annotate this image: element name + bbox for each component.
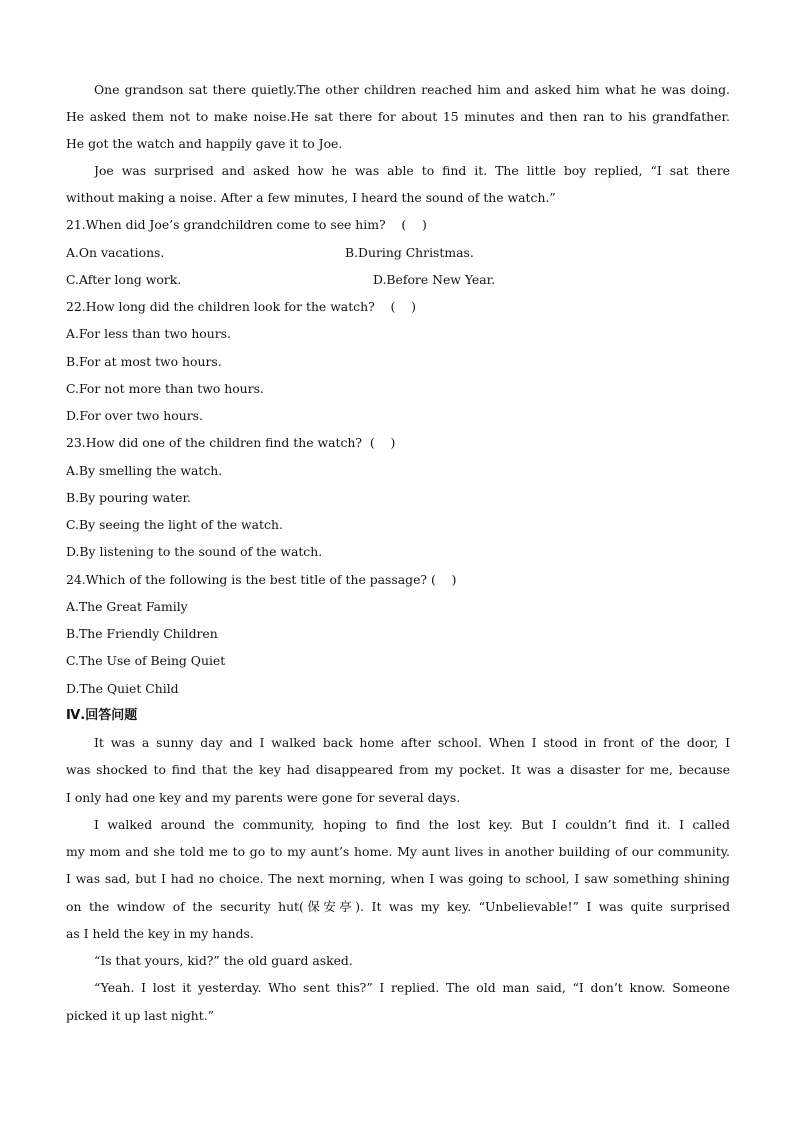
question-21-stem: 21.When did Joe’s grandchildren come to see him? ( )	[66, 217, 427, 232]
passage-line: picked it up last night.”	[66, 1008, 215, 1023]
question-22-option-a: A.For less than two hours.	[66, 326, 231, 341]
question-22-option-b: B.For at most two hours.	[66, 354, 222, 369]
passage-line: One grandson sat there quietly.The other children reached him and asked him what he was doing.	[94, 82, 730, 97]
passage-line: He asked them not to make noise.He sat there for about 15 minutes and then ran to his grandfather.	[66, 109, 730, 124]
question-24-option-a: A.The Great Family	[66, 599, 188, 614]
question-22-stem: 22.How long did the children look for the watch? ( )	[66, 299, 416, 314]
passage-line: as I held the key in my hands.	[66, 926, 254, 941]
question-21-option-c: C.After long work.	[66, 272, 182, 287]
passage-line: “Is that yours, kid?” the old guard asked.	[94, 953, 353, 968]
question-23-option-b: B.By pouring water.	[66, 490, 192, 505]
question-23-option-a: A.By smelling the watch.	[66, 463, 223, 478]
question-24-option-d: D.The Quiet Child	[66, 681, 179, 696]
question-21-option-d: D.Before New Year.	[373, 272, 496, 287]
passage-line: “Yeah. I lost it yesterday. Who sent this?” I replied. The old man said, “I don’t know. Someone	[94, 980, 730, 995]
passage-line: on the window of the security hut(保安亭). It was my key. “Unbelievable!” I was quite surprised	[66, 899, 730, 914]
question-23-option-d: D.By listening to the sound of the watch.	[66, 544, 323, 559]
passage-line: I walked around the community, hoping to find the lost key. But I couldn’t find it. I called	[94, 817, 730, 832]
passage-line: without making a noise. After a few minutes, I heard the sound of the watch.”	[66, 190, 556, 205]
passage-line: was shocked to find that the key had disappeared from my pocket. It was a disaster for me, because	[66, 762, 730, 777]
passage-line: I was sad, but I had no choice. The next morning, when I was going to school, I saw something shining	[66, 871, 730, 886]
passage-line: my mom and she told me to go to my aunt’s home. My aunt lives in another building of our community.	[66, 844, 730, 859]
question-22-option-d: D.For over two hours.	[66, 408, 203, 423]
question-24-stem: 24.Which of the following is the best title of the passage? ( )	[66, 572, 457, 587]
passage-line: He got the watch and happily gave it to Joe.	[66, 136, 343, 151]
question-23-option-c: C.By seeing the light of the watch.	[66, 517, 283, 532]
question-22-option-c: C.For not more than two hours.	[66, 381, 264, 396]
passage-line: Joe was surprised and asked how he was able to find it. The little boy replied, “I sat there	[94, 163, 730, 178]
passage-line: I only had one key and my parents were gone for several days.	[66, 790, 461, 805]
question-24-option-c: C.The Use of Being Quiet	[66, 653, 226, 668]
question-23-stem: 23.How did one of the children find the watch? ( )	[66, 435, 396, 450]
section-heading: Ⅳ.回答问题	[66, 708, 138, 723]
question-21-option-b: B.During Christmas.	[345, 245, 474, 260]
question-24-option-b: B.The Friendly Children	[66, 626, 218, 641]
question-21-option-a: A.On vacations.	[66, 245, 165, 260]
passage-line: It was a sunny day and I walked back home after school. When I stood in front of the door, I	[94, 735, 730, 750]
